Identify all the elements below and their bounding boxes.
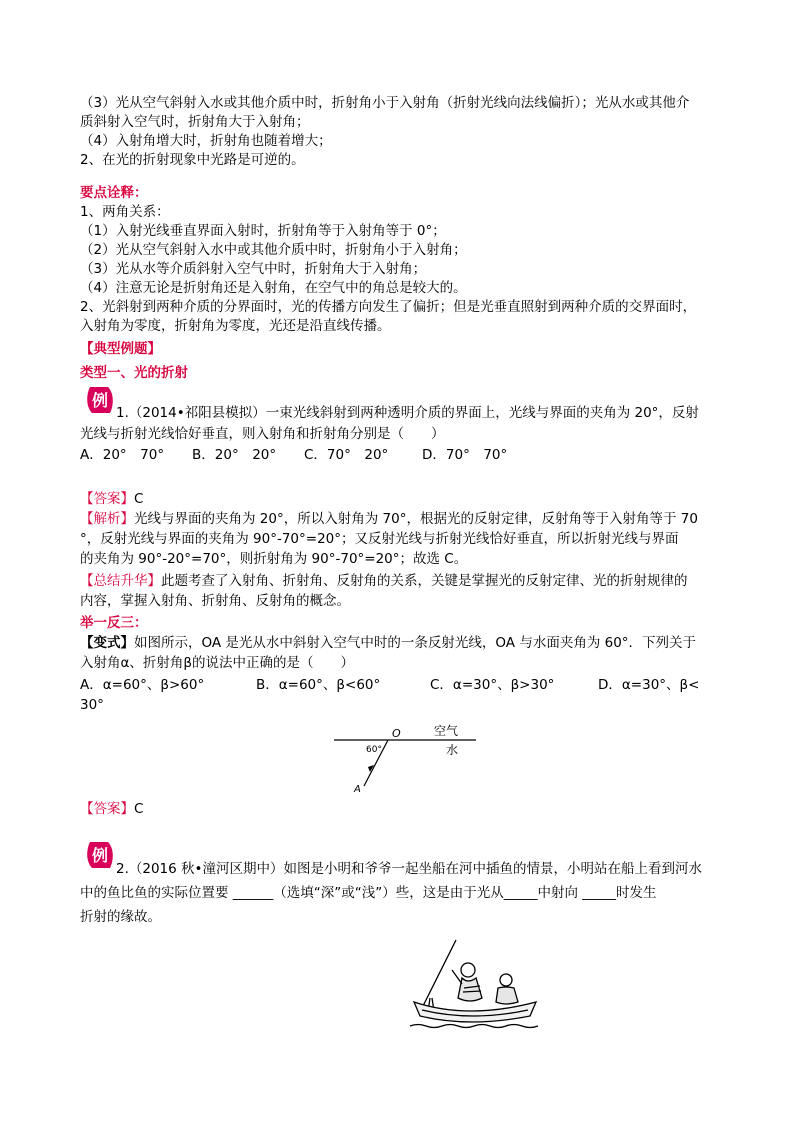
variant-line-2: 入射角α、折射角β的说法中正确的是（ ） bbox=[80, 655, 355, 671]
label-a: A bbox=[354, 784, 361, 795]
key-point-line: （3）光从水等介质斜射入空气中时，折射角大于入射角； bbox=[80, 261, 427, 277]
label-o: O bbox=[392, 727, 401, 740]
variant-option-c[interactable]: C．α=30°、β>30° bbox=[430, 677, 555, 693]
key-point-line: （4）注意无论是折射角还是入射角，在空气中的角总是较大的。 bbox=[80, 280, 467, 296]
label-water: 水 bbox=[446, 743, 459, 757]
variant-option-a[interactable]: A．α=60°、β>60° bbox=[80, 677, 205, 693]
q2-line-3: 折射的缘故。 bbox=[80, 909, 161, 925]
analysis-line-1 bbox=[80, 510, 698, 529]
variant-option-b[interactable]: B．α=60°、β<60° bbox=[256, 677, 381, 693]
boat-fishing-figure bbox=[408, 936, 544, 1032]
q1-option-b[interactable]: B．20° 20° bbox=[192, 447, 277, 463]
q2-line-2: 中的鱼比鱼的实际位置要 ______（选填“深”或“浅”）些，这是由于光从_____中射向 _____时发生 bbox=[80, 885, 657, 901]
key-point-line: 2、光斜射到两种介质的分界面时，光的传播方向发生了偏折；但是光垂直照射到两种介质的交界面时， bbox=[80, 299, 697, 315]
summary-text: 此题考查了入射角、折射角、反射角的关系，关键是掌握光的反射定律、光的折射规律的 bbox=[161, 573, 688, 589]
q1-option-d[interactable]: D．70° 70° bbox=[422, 447, 508, 463]
analysis-line-2: °，反射光线与界面的夹角为 90°-70°=20°；又反射光线与折射光线恰好垂直，所以折射光线与界面 bbox=[80, 531, 679, 547]
label-angle: 60° bbox=[366, 745, 382, 755]
spear-icon bbox=[428, 940, 456, 996]
key-point-line: 1、两角关系： bbox=[80, 204, 170, 220]
key-points-heading: 要点诠释： bbox=[80, 185, 148, 201]
q2-line-1: 2.（2016 秋•潼河区期中）如图是小明和爷爷一起坐船在河中插鱼的情景，小明站在船上看到河水 bbox=[116, 861, 702, 877]
key-point-line: 入射角为零度，折射角为零度，光还是沿直线传播。 bbox=[80, 318, 391, 334]
answer-value: C bbox=[134, 801, 144, 817]
intro-line-4: 2、在光的折射现象中光路是可逆的。 bbox=[80, 152, 305, 168]
intro-line-1: （3）光从空气斜射入水或其他介质中时，折射角小于入射角（折射光线向法线偏折）；光从水或其他介 bbox=[80, 95, 690, 111]
refraction-figure bbox=[330, 720, 480, 796]
q1-option-c[interactable]: C．70° 20° bbox=[304, 447, 389, 463]
variant-text: 如图所示，OA 是光从水中斜射入空气中时的一条反射光线，OA 与水面夹角为 60°．下列关于 bbox=[134, 635, 697, 651]
answer-value: C bbox=[134, 491, 144, 507]
answer-2 bbox=[80, 800, 143, 819]
q1-line-2: 光线与折射光线恰好垂直，则入射角和折射角分别是（ ） bbox=[80, 426, 445, 442]
summary-line-2: 内容，掌握入射角、折射角、反射角的概念。 bbox=[80, 593, 350, 609]
intro-line-2: 质斜射入空气时，折射角大于入射角； bbox=[80, 114, 310, 130]
practice-heading: 举一反三： bbox=[80, 615, 148, 631]
analysis-tag: 【解析】 bbox=[80, 511, 134, 527]
analysis-text: 光线与界面的夹角为 20°，所以入射角为 70°，根据光的反射定律，反射角等于入射角等于 70 bbox=[134, 511, 698, 527]
q1-option-a[interactable]: A．20° 70° bbox=[80, 447, 165, 463]
badge-text: 例 bbox=[91, 846, 109, 865]
variant-option-d[interactable]: D．α=30°、β< bbox=[598, 677, 700, 693]
example-badge-icon bbox=[84, 838, 114, 872]
label-air: 空气 bbox=[434, 724, 459, 738]
badge-text: 例 bbox=[91, 391, 109, 410]
variant-option-d-cont: 30° bbox=[80, 697, 104, 713]
key-point-line: （2）光从空气斜射入水中或其他介质中时，折射角小于入射角； bbox=[80, 242, 467, 258]
intro-line-3: （4）入射角增大时，折射角也随着增大； bbox=[80, 133, 332, 149]
answer-1 bbox=[80, 490, 143, 509]
answer-tag: 【答案】 bbox=[80, 491, 134, 507]
variant-line-1 bbox=[80, 634, 696, 653]
key-point-line: （1）入射光线垂直界面入射时，折射角等于入射角等于 0°； bbox=[80, 223, 446, 239]
example-badge-icon bbox=[84, 383, 114, 417]
answer-tag: 【答案】 bbox=[80, 801, 134, 817]
q1-line-1: 1.（2014•祁阳县模拟）一束光线斜射到两种透明介质的界面上，光线与界面的夹角为 20°，反射 bbox=[116, 405, 699, 421]
examples-heading: 【典型例题】 bbox=[80, 341, 161, 357]
variant-tag: 【变式】 bbox=[80, 635, 134, 651]
summary-tag: 【总结升华】 bbox=[80, 573, 161, 589]
summary-line-1 bbox=[80, 572, 688, 591]
type-heading: 类型一、光的折射 bbox=[80, 365, 188, 381]
analysis-line-3: 的夹角为 90°-20°=70°，则折射角为 90°-70°=20°；故选 C。 bbox=[80, 551, 468, 567]
